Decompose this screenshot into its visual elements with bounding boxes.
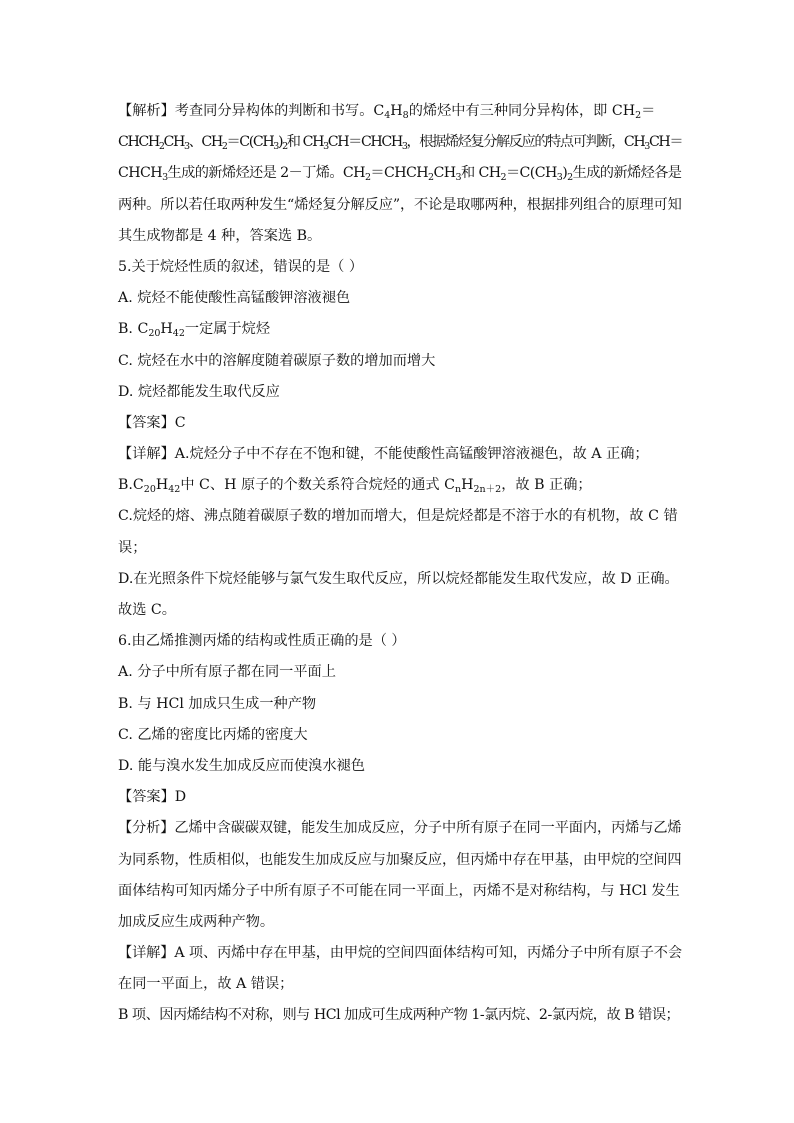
subscript: 3 xyxy=(556,172,563,184)
text: ＝CHCH xyxy=(370,165,429,182)
question-5-detail-3: C.烷烃的熔、沸点随着碳原子数的增加而增大，但是烷烃都是不溶于水的有机物，故 C 错 xyxy=(118,508,678,525)
question-6-option-c: C. 乙烯的密度比丙烯的密度大 xyxy=(118,726,308,743)
question-5-option-c: C. 烷烃在水中的溶解度随着碳原子数的增加而增大 xyxy=(118,352,436,369)
question-6-option-b: B. 与 HCl 加成只生成一种产物 xyxy=(118,695,317,712)
question-5-detail-3b: 误； xyxy=(118,539,147,556)
text: CH xyxy=(433,165,456,182)
text: H xyxy=(390,103,403,119)
subscript: 42 xyxy=(172,328,185,340)
question-5-detail-2 xyxy=(118,470,678,501)
analysis-line-1 xyxy=(118,96,678,127)
subscript: 2 xyxy=(500,172,506,184)
question-6-option-d: D. 能与溴水发生加成反应而使溴水褪色 xyxy=(118,757,365,774)
subscript: 20 xyxy=(143,484,156,496)
question-5-stem: 5.关于烷烃性质的叙述，错误的是（ ） xyxy=(118,258,364,275)
question-5-detail-4: D.在光照条件下烷烃能够与氯气发生取代反应，所以烷烃都能发生取代发应，故 D 正确。 xyxy=(118,570,679,587)
text: 、CH xyxy=(188,134,222,151)
subscript: 2 xyxy=(282,141,287,153)
text: 和 CH xyxy=(460,165,501,182)
question-6-analysis-3: 面体结构可知丙烯分子中所有原子不可能在同一平面上，丙烯不是对称结构，与 HCl 发生 xyxy=(118,882,680,899)
question-5-answer: 【答案】C xyxy=(118,414,186,431)
text: ，故 B 正确； xyxy=(501,477,592,494)
question-6-answer: 【答案】D xyxy=(118,789,187,806)
subscript: 3 xyxy=(401,141,407,153)
subscript: 20 xyxy=(148,328,161,340)
question-6-stem: 6.由乙烯推测丙烯的结构或性质正确的是（ ） xyxy=(118,633,406,650)
subscript: 2 xyxy=(158,141,164,153)
subscript: 2 xyxy=(221,141,227,153)
question-6-analysis-1: 【分析】乙烯中含碳碳双键，能发生加成反应，分子中所有原子在同一平面内，丙烯与乙烯 xyxy=(118,820,682,837)
question-5-detail-1: 【详解】A.烷烃分子中不存在不饱和键，不能使酸性高锰酸钾溶液褪色，故 A 正确； xyxy=(118,446,649,463)
analysis-line-5: 其生成物都是 4 种，答案选 B。 xyxy=(118,227,322,244)
analysis-line-3 xyxy=(118,158,682,189)
subscript: n xyxy=(454,484,462,496)
subscript: 2n＋2 xyxy=(473,484,502,496)
text: 和 CH xyxy=(286,134,324,151)
text: ＝ xyxy=(641,103,656,119)
question-6-detail-3: B 项、因丙烯结构不对称，则与 HCl 加成可生成两种产物 1-氯丙烷、2-氯丙烷，故 B 错误； xyxy=(118,1007,680,1024)
analysis-line-4: 两种。所以若任取两种发生“烯烃复分解反应”，不论是取哪两种，根据排列组合的原理可知 xyxy=(118,196,682,213)
subscript: 3 xyxy=(455,172,461,184)
question-6-option-a: A. 分子中所有原子都在同一平面上 xyxy=(118,664,336,681)
document-page xyxy=(118,96,683,1032)
subscript: 3 xyxy=(273,141,278,153)
question-5-option-a: A. 烷烃不能使酸性高锰酸钾溶液褪色 xyxy=(118,290,351,307)
analysis-line-2 xyxy=(118,127,683,158)
question-5-detail-5: 故选 C。 xyxy=(118,602,176,618)
text: CH xyxy=(163,134,184,151)
text: 生成的新烯烃各是 xyxy=(572,165,682,182)
text: B. C xyxy=(118,321,149,338)
text: CH＝ xyxy=(648,134,683,151)
text: H xyxy=(160,321,173,338)
text: 的烯烃中有三种同分异构体，即 CH xyxy=(408,103,636,119)
question-6-analysis-2: 为同系物，性质相似，也能发生加成反应与加聚反应，但丙烯中存在甲基，由甲烷的空间四 xyxy=(118,851,682,868)
text: H xyxy=(155,477,169,494)
subscript: 4 xyxy=(384,110,391,121)
subscript: 2 xyxy=(635,110,642,121)
text: ) xyxy=(562,165,568,182)
text: CHCH xyxy=(118,134,159,151)
question-6-detail-2: 在同一平面上，故 A 错误； xyxy=(118,976,294,993)
subscript: 3 xyxy=(644,141,649,153)
subscript: 3 xyxy=(323,141,328,153)
subscript: 2 xyxy=(567,172,573,184)
text: ) xyxy=(277,134,283,151)
question-5-option-d: D. 烷烃都能发生取代反应 xyxy=(118,383,280,400)
text: ，根据烯烃复分解反应的特点可判断，CH xyxy=(406,134,645,151)
subscript: 3 xyxy=(183,141,189,153)
text: 一定属于烷烃 xyxy=(184,321,271,338)
question-5-option-b xyxy=(118,314,678,345)
subscript: 42 xyxy=(168,484,181,496)
text: 【解析】考查同分异构体的判断和书写。C xyxy=(118,103,385,119)
text: ＝C(CH xyxy=(505,165,557,182)
subscript: 2 xyxy=(364,172,371,184)
question-6-detail-1: 【详解】A 项、丙烯中存在甲基，由甲烷的空间四面体结构可知，丙烯分子中所有原子不会 xyxy=(118,945,682,962)
text: H xyxy=(461,477,474,494)
subscript: 8 xyxy=(402,110,409,121)
text: 中 C、H 原子的个数关系符合烷烃的通式 C xyxy=(180,477,455,494)
text: ＝C(CH xyxy=(226,134,274,151)
text: B.C xyxy=(118,477,144,494)
question-6-analysis-4: 加成反应生成两种产物。 xyxy=(118,913,275,930)
text: 生成的新烯烃还是 2－丁烯。CH xyxy=(167,165,365,182)
text: CH＝CHCH xyxy=(327,134,402,151)
subscript: 3 xyxy=(162,172,168,184)
subscript: 2 xyxy=(428,172,434,184)
text: CHCH xyxy=(118,165,163,182)
